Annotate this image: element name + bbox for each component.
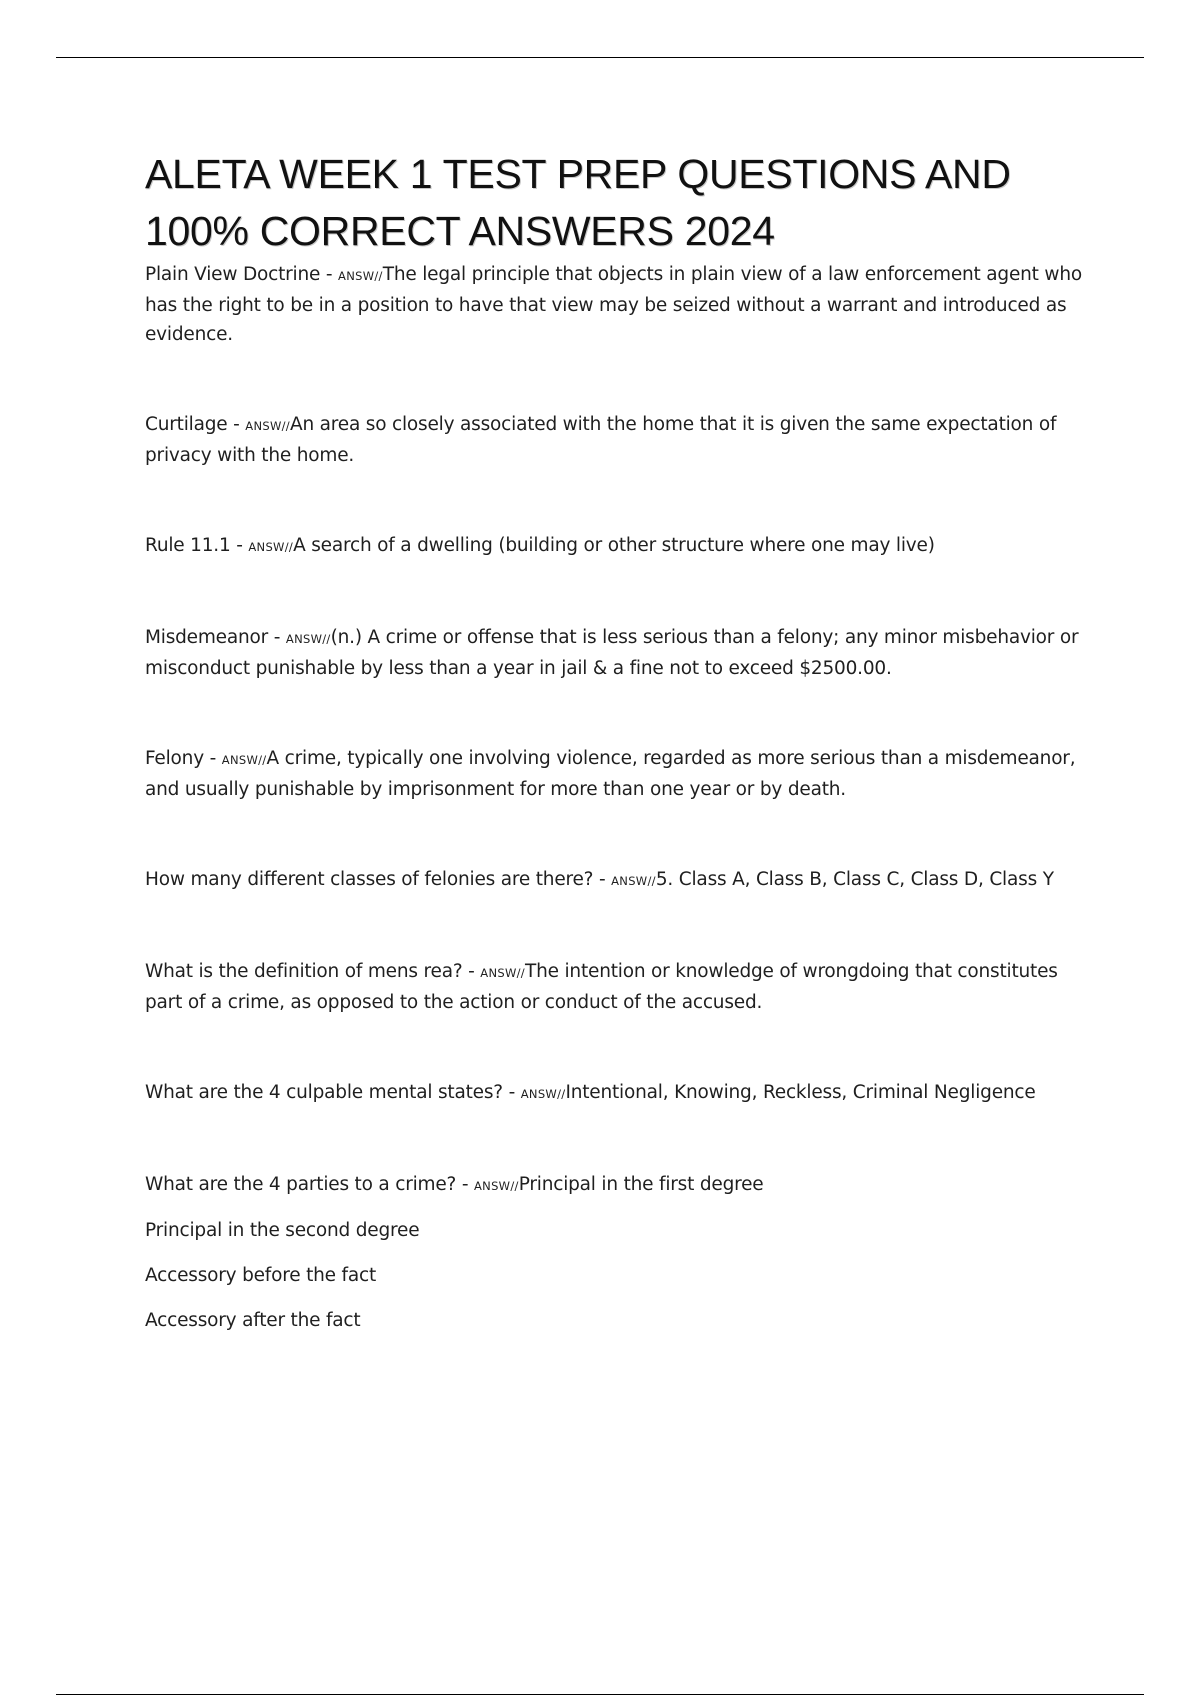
qa-answer: 5. Class A, Class B, Class C, Class D, Class Y [655,869,1054,890]
qa-item-culpable-mental-states [145,1078,1085,1109]
answer-continuation-line: Accessory before the fact [145,1265,377,1286]
qa-item-curtilage [145,410,1085,470]
answer-marker: ANSW// [520,1087,566,1101]
qa-answer: The intention or knowledge of wrongdoing that constitutes part of a crime, as opposed to the action or conduct of the accused. [145,961,1058,1013]
qa-item-rule-11-1 [145,531,1085,562]
answer-marker: ANSW// [338,269,383,283]
top-divider [56,57,1144,58]
qa-item-mens-rea [145,957,1085,1017]
qa-term: Curtilage - [145,414,246,435]
bottom-divider [56,1694,1144,1695]
qa-term: Misdemeanor - [145,627,286,648]
qa-item-felony-classes [145,865,1085,896]
answer-continuation-line: Accessory after the fact [145,1310,361,1331]
document-title: ALETA WEEK 1 TEST PREP QUESTIONS AND 100% CORRECT ANSWERS 2024 [145,151,1011,254]
answer-marker: ANSW// [221,753,267,767]
answer-marker: ANSW// [480,966,525,980]
answer-continuation-line: Principal in the second degree [145,1220,420,1241]
qa-term: Rule 11.1 - [145,535,249,556]
qa-item-parties-to-crime [145,1170,1085,1201]
answer-marker: ANSW// [474,1179,519,1193]
qa-term: Felony - [145,748,222,769]
answer-marker: ANSW// [611,874,656,888]
qa-term: What are the 4 culpable mental states? - [145,1082,521,1103]
qa-answer: Principal in the first degree [518,1174,764,1195]
answer-marker: ANSW// [245,419,290,433]
document-body [145,146,1085,1335]
qa-answer: An area so closely associated with the home that it is given the same expectation of privacy with the home. [145,414,1057,466]
qa-term: What are the 4 parties to a crime? - [145,1174,475,1195]
answer-marker: ANSW// [248,540,294,554]
qa-answer: A search of a dwelling (building or other structure where one may live) [293,535,935,556]
qa-term: What is the definition of mens rea? - [145,961,481,982]
qa-term: Plain View Doctrine - [145,264,339,285]
qa-answer: A crime, typically one involving violence, regarded as more serious than a misdemeanor, and usually punishable by imprisonment for more than one year or by death. [145,748,1076,800]
qa-list [145,260,1085,1335]
qa-item-misdemeanor [145,623,1085,683]
qa-item-plain-view-doctrine [145,260,1085,349]
qa-answer: Intentional, Knowing, Reckless, Criminal Negligence [565,1082,1036,1103]
qa-answer: (n.) A crime or offense that is less serious than a felony; any minor misbehavior or misconduct punishable by less than a year in jail & a fine not to exceed $2500.00. [145,627,1079,679]
answer-marker: ANSW// [285,632,331,646]
qa-term: How many different classes of felonies are there? - [145,869,612,890]
qa-item-felony [145,744,1085,804]
qa-answer: The legal principle that objects in plain view of a law enforcement agent who has the right to be in a position to have that view may be seized without a warrant and introduced as evidence. [145,264,1082,345]
